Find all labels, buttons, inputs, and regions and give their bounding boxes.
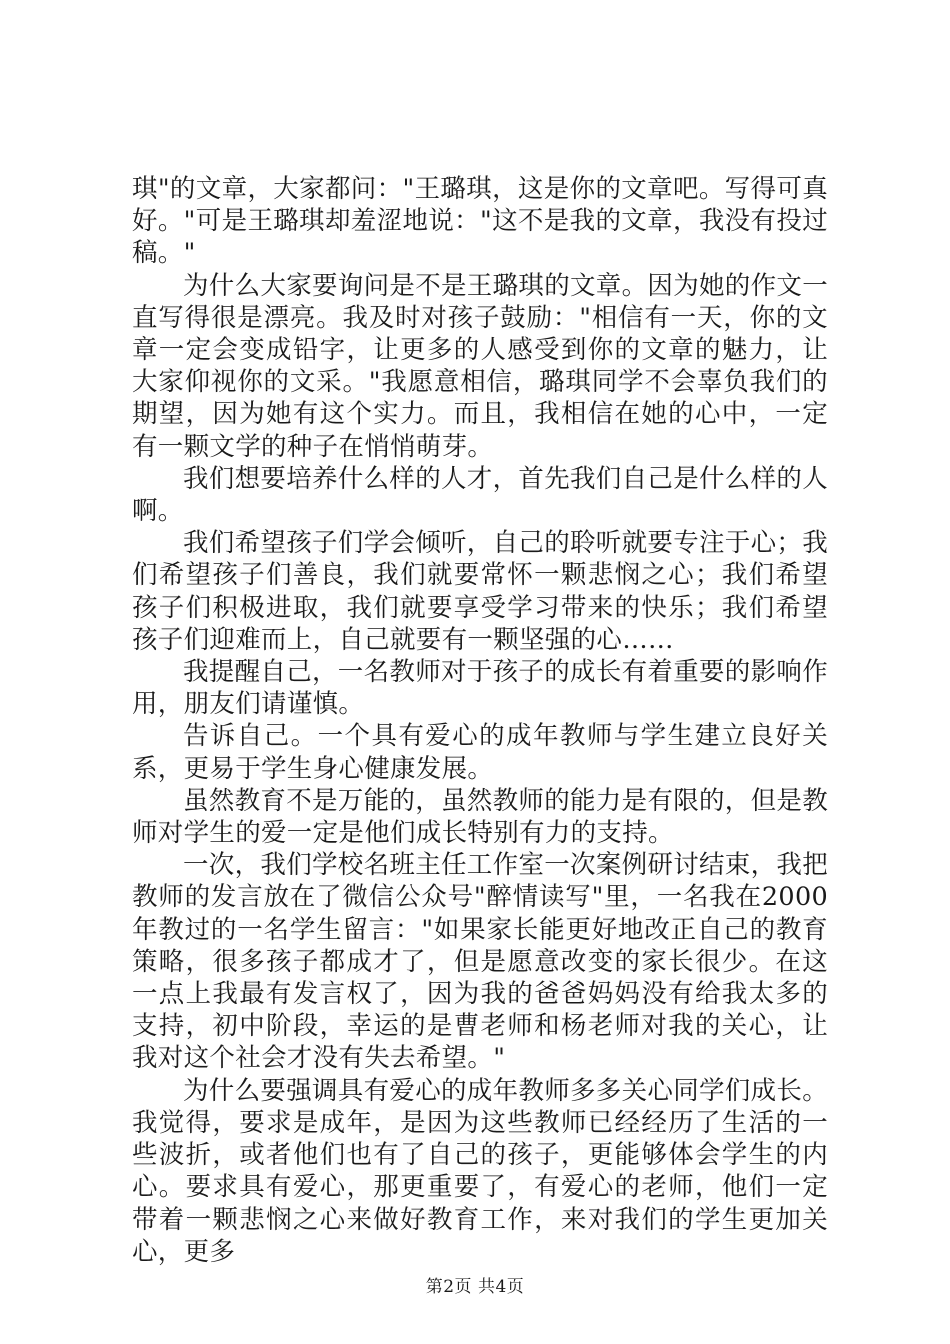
paragraph: 我们希望孩子们学会倾听，自己的聆听就要专注于心；我们希望孩子们善良，我们就要常怀一颗悲悯之心；我们希望孩子们积极进取，我们就要享受学习带来的快乐；我们希望孩子们迎难而上，自己就要有一颗坚强的心…… (132, 528, 829, 655)
paragraph: 告诉自己。一个具有爱心的成年教师与学生建立良好关系，更易于学生身心健康发展。 (132, 721, 828, 784)
page-number-footer: 第2页 共4页 (425, 1277, 525, 1297)
document-body (132, 173, 828, 1268)
paragraph: 我们想要培养什么样的人才，首先我们自己是什么样的人啊。 (132, 463, 829, 527)
paragraph: 为什么大家要询问是不是王璐琪的文章。因为她的作文一直写得很是漂亮。我及时对孩子鼓励："相信有一天，你的文章一定会变成铅字，让更多的人感受到你的文章的魅力，让大家仰视你的文采。"我愿意相信，璐琪同学不会辜负我们的期望，因为她有这个实力。而且，我相信在她的心中，一定有一颗文学的种子在悄悄萌芽。 (132, 270, 829, 462)
paragraph: 一次，我们学校名班主任工作室一次案例研讨结束，我把教师的发言放在了微信公众号"醉情读写"里，一名我在2000年教过的一名学生留言："如果家长能更好地改正自己的教育策略，很多孩子都成才了，但是愿意改变的家长很少。在这一点上我最有发言权了，因为我的爸爸妈妈没有给我太多的支持，初中阶段，幸运的是曹老师和杨老师对我的关心，让我对这个社会才没有失去希望。" (132, 850, 829, 1074)
paragraph: 琪"的文章，大家都问："王璐琪，这是你的文章吧。写得可真好。"可是王璐琪却羞涩地说："这不是我的文章，我没有投过稿。" (132, 174, 828, 269)
paragraph: 虽然教育不是万能的，虽然教师的能力是有限的，但是教师对学生的爱一定是他们成长特别有力的支持。 (132, 785, 829, 849)
paragraph: 我提醒自己，一名教师对于孩子的成长有着重要的影响作用，朋友们请谨慎。 (132, 657, 829, 720)
paragraph: 为什么要强调具有爱心的成年教师多多关心同学们成长。我觉得，要求是成年，是因为这些教师已经经历了生活的一些波折，或者他们也有了自己的孩子，更能够体会学生的内心。要求具有爱心，那更重要了，有爱心的老师，他们一定带着一颗悲悯之心来做好教育工作，来对我们的学生更加关心，更多 (132, 1075, 829, 1267)
